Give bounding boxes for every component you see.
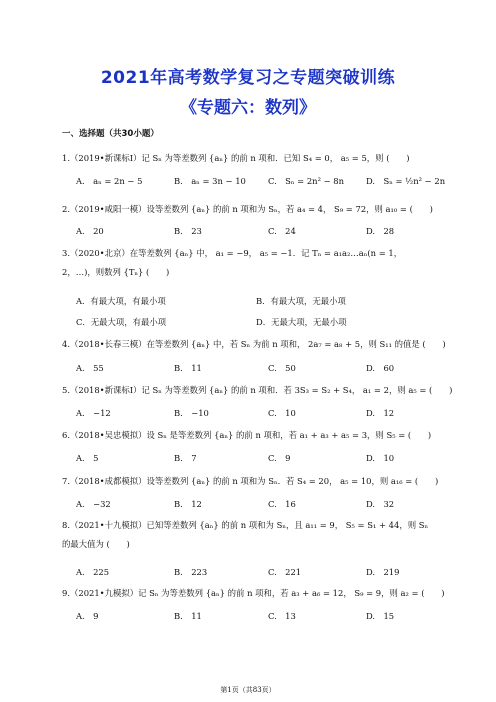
question-9-options	[76, 610, 436, 624]
question-4: 4.（2018•长春三模）在等差数列 {aₙ} 中，若 Sₙ 为前 n 项和， 2a₇ = a₈ + 5，则 S₁₁ 的值是 ( )	[62, 339, 446, 349]
question-9: 9.（2021•九模拟）记 Sₙ 为等差数列 {aₙ} 的前 n 项和，若 a₃ + a₆ = 12， S₉ = 9，则 a₂ = ( )	[62, 588, 445, 598]
option-a: A. −12	[76, 408, 111, 418]
option-d: D. 12	[366, 408, 395, 418]
question-6: 6.（2018•吴忠模拟）设 Sₙ 是等差数列 {aₙ} 的前 n 项和，若 a₁ + a₃ + a₅ = 3，则 S₅ = ( )	[62, 430, 432, 440]
option-d: D. 60	[366, 363, 395, 373]
option-b: B. 23	[174, 226, 202, 236]
option-c: C. 24	[268, 226, 296, 236]
question-8: 8.（2021•十九模拟）已知等差数列 {aₙ} 的前 n 项和为 Sₙ，且 a₁₁ = 9， S₅ = S₁ + 44，则 Sₙ 的最大值为 ( )	[62, 520, 429, 549]
option-c: C. 10	[268, 408, 296, 418]
option-b: B. 11	[174, 363, 202, 373]
option-a: A. −32	[76, 499, 111, 509]
option-d: D. 32	[366, 499, 395, 509]
option-a: A．有最大项，有最小项	[76, 296, 166, 306]
option-d: D. 10	[366, 453, 395, 463]
question-3: 3.（2020•北京）在等差数列 {aₙ} 中， a₁ = −9， a₅ = −1．记 Tₙ = a₁a₂…aₙ(n = 1，2，…)，则数列 {Tₙ} ( )	[62, 248, 403, 277]
question-1-options	[76, 175, 446, 189]
question-4-options	[76, 362, 436, 376]
option-b: B. 223	[174, 567, 208, 577]
option-c: C. 16	[268, 499, 296, 509]
option-d: D. 15	[366, 611, 395, 621]
option-a: A. 9	[76, 611, 99, 621]
option-d: D. 28	[366, 226, 395, 236]
option-b: B. 11	[174, 611, 202, 621]
question-2-options	[76, 225, 436, 239]
option-a: A. 5	[76, 453, 99, 463]
option-c: C. 9	[268, 453, 291, 463]
option-a: A. 20	[76, 226, 104, 236]
document-subtitle: 《专题六：数列》	[180, 98, 316, 118]
option-b: B. −10	[174, 408, 209, 418]
document-title: 2021年高考数学复习之专题突破训练	[100, 68, 396, 88]
question-1: 1.（2019•新课标Ⅰ）记 Sₙ 为等差数列 {aₙ} 的前 n 项和．已知 S₄ = 0， a₅ = 5，则 ( )	[62, 153, 410, 163]
option-b: B. 12	[174, 499, 202, 509]
question-5-options	[76, 407, 436, 421]
page-footer: 第1页（共83页）	[220, 686, 276, 694]
section-heading: 一、选择题（共30小题）	[62, 129, 159, 139]
option-a: A. 225	[76, 567, 110, 577]
option-c: C. 13	[268, 611, 296, 621]
option-b: B. 7	[174, 453, 197, 463]
question-3-options-row-2	[76, 316, 436, 330]
question-6-options	[76, 452, 436, 466]
question-8-options	[76, 566, 436, 580]
option-a: A. 55	[76, 363, 104, 373]
option-c: C．无最大项，有最小项	[76, 317, 167, 327]
option-d: D. 219	[366, 567, 400, 577]
option-d: D. Sₙ = ½n² − 2n	[366, 176, 446, 186]
question-5: 5.（2018•新课标Ⅰ）记 Sₙ 为等差数列 {aₙ} 的前 n 项和．若 3S₃ = S₂ + S₄， a₁ = 2，则 a₅ = ( )	[62, 385, 453, 395]
option-b: B．有最大项，无最小项	[256, 296, 346, 306]
question-2: 2.（2019•咸阳一模）设等差数列 {aₙ} 的前 n 项和为 Sₙ，若 a₄ = 4， S₉ = 72，则 a₁₀ = ( )	[62, 204, 433, 214]
option-c: C. 221	[268, 567, 302, 577]
option-c: C. Sₙ = 2n² − 8n	[268, 176, 344, 186]
question-3-options-row-1	[76, 295, 436, 309]
question-7: 7.（2018•成都模拟）设等差数列 {aₙ} 的前 n 项和为 Sₙ．若 S₄ = 20， a₅ = 10，则 a₁₆ = ( )	[62, 476, 439, 486]
option-a: A. aₙ = 2n − 5	[76, 176, 143, 186]
option-d: D．无最大项，无最小项	[256, 317, 347, 327]
option-b: B. aₙ = 3n − 10	[174, 176, 246, 186]
question-7-options	[76, 498, 436, 512]
option-c: C. 50	[268, 363, 296, 373]
